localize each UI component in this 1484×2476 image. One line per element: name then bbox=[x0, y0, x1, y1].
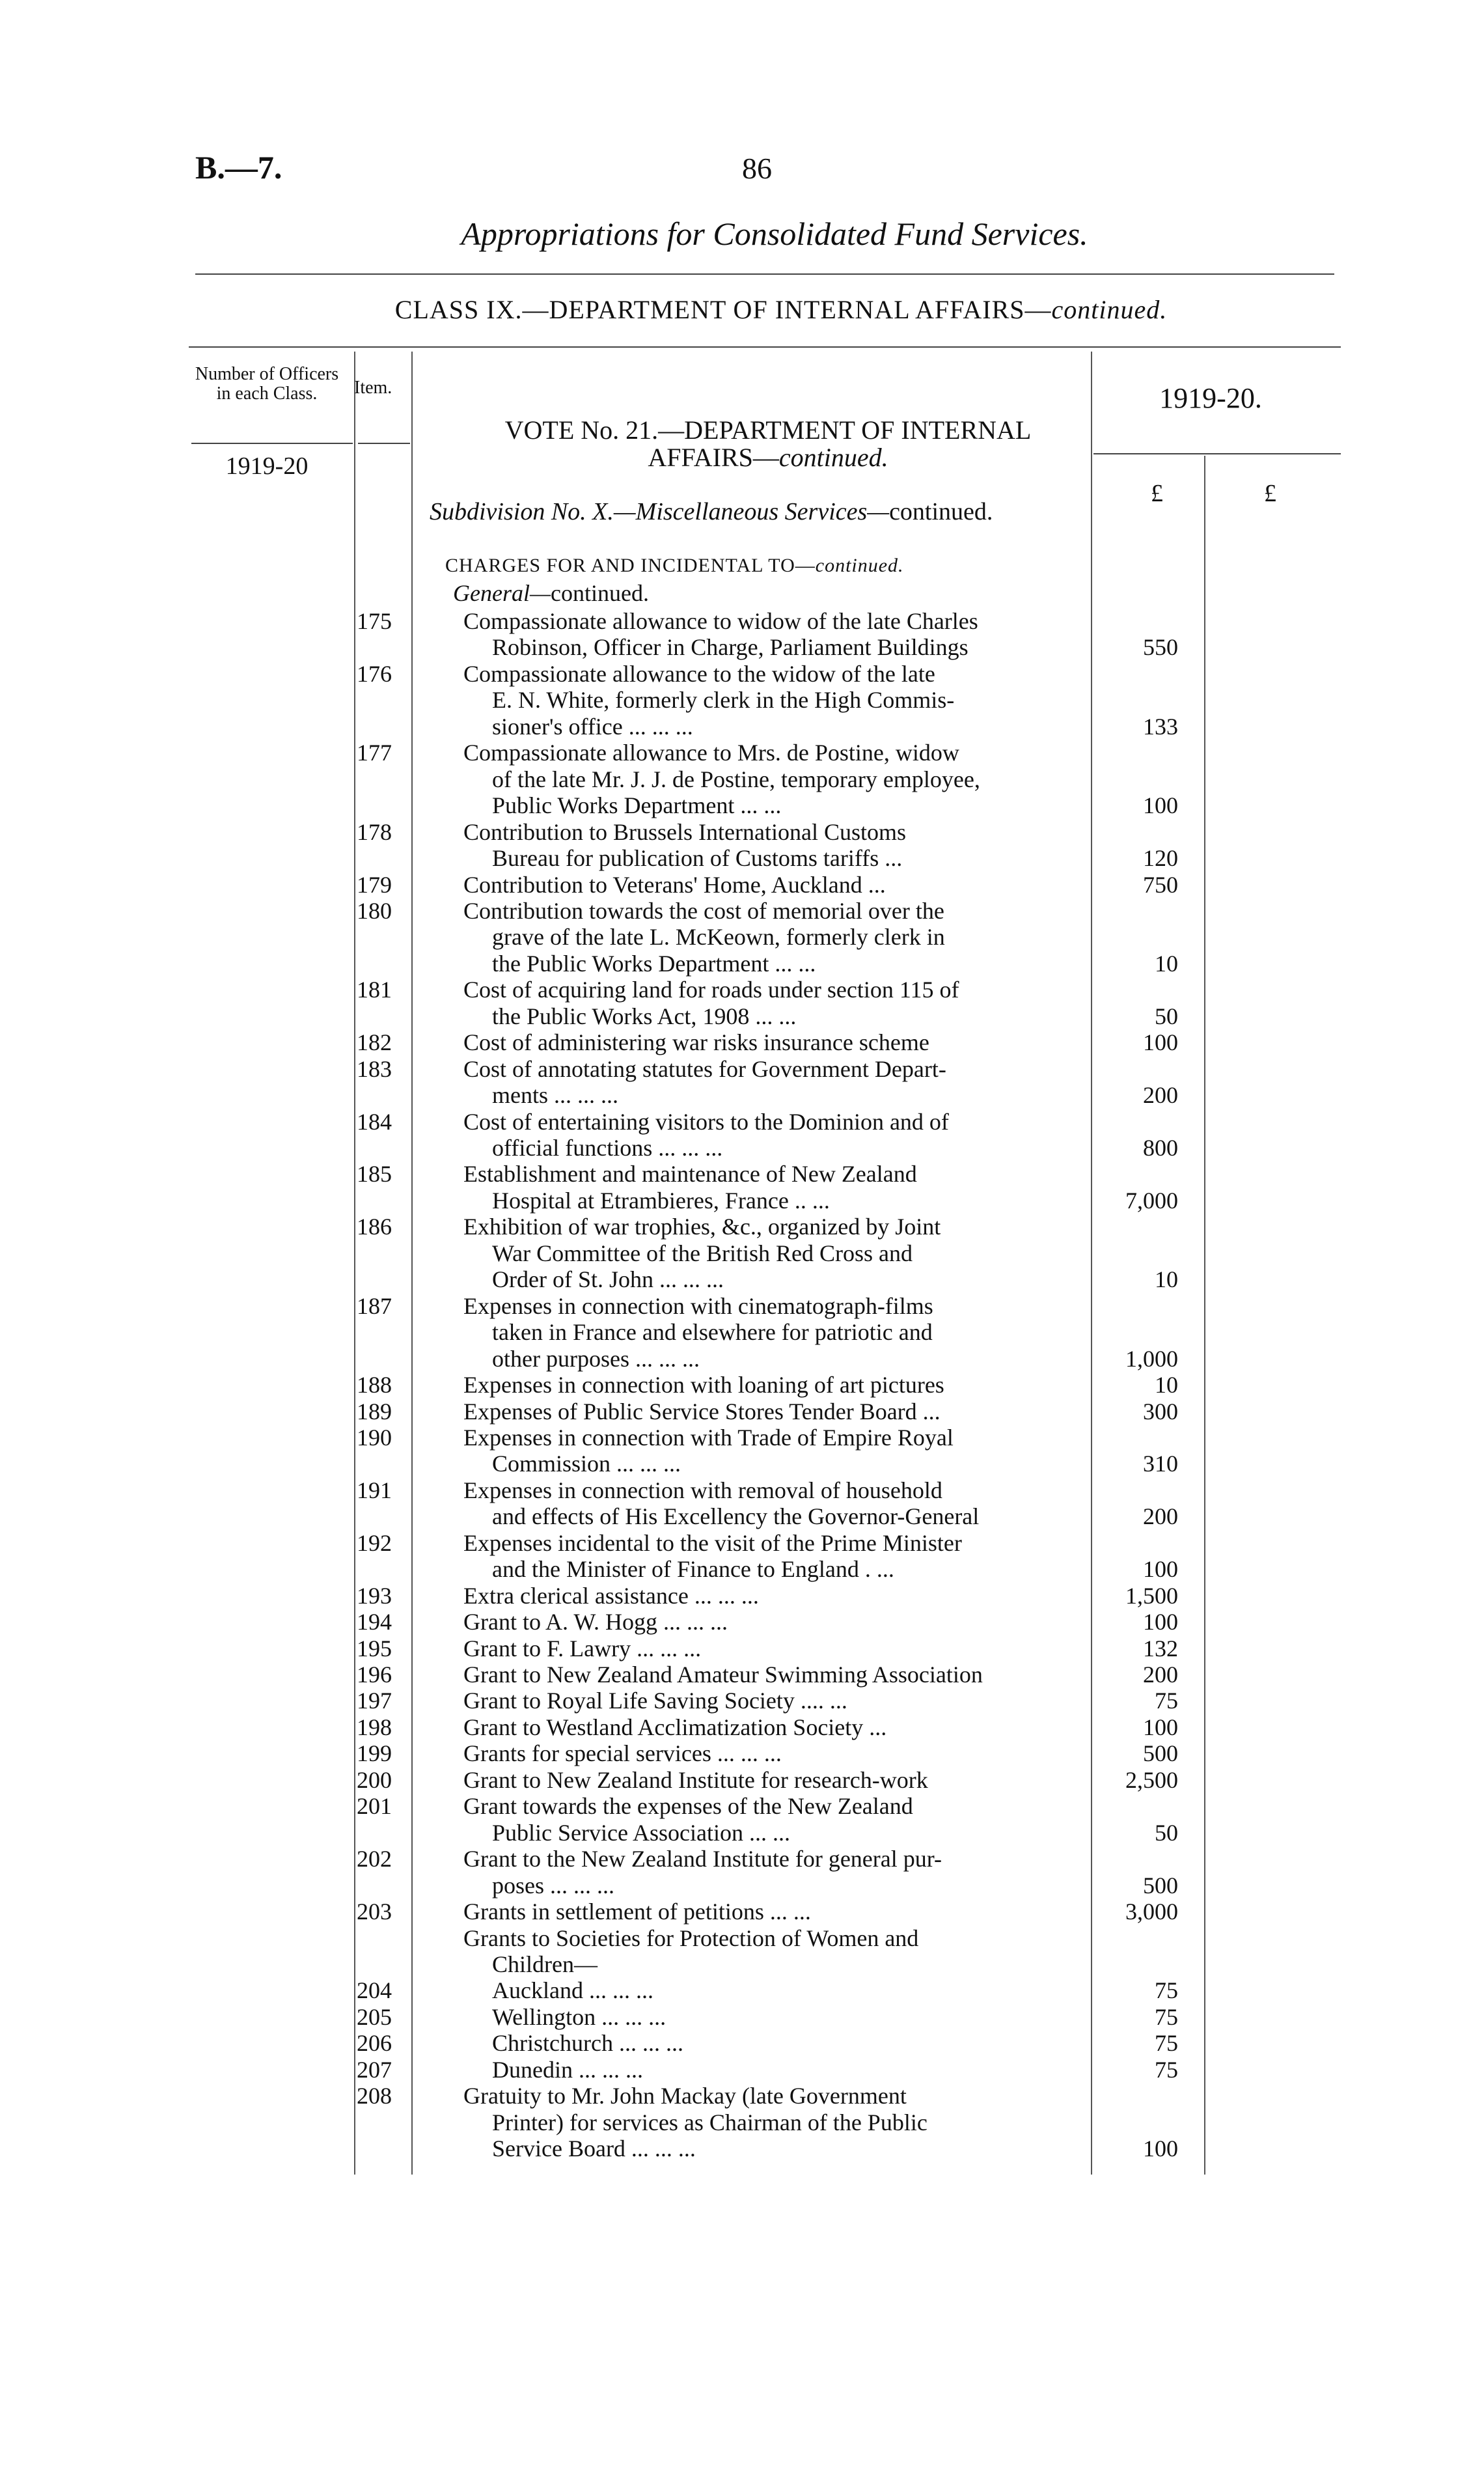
item-column-header: Item. bbox=[354, 378, 392, 398]
item-description: E. N. White, formerly clerk in the High Commis- bbox=[492, 687, 955, 714]
table-row bbox=[0, 1109, 1484, 1135]
item-amount: 50 bbox=[1155, 1003, 1178, 1029]
table-row bbox=[0, 2057, 1484, 2083]
table-row bbox=[0, 766, 1484, 792]
item-description: Grants in settlement of petitions ... ... bbox=[463, 1899, 811, 1925]
table-row bbox=[0, 661, 1484, 687]
vote-heading-continued: continued. bbox=[778, 443, 888, 472]
table-row bbox=[0, 1714, 1484, 1740]
item-description: Commission ... ... ... bbox=[492, 1451, 681, 1477]
general-heading bbox=[453, 579, 649, 607]
item-amount: 200 bbox=[1143, 1503, 1178, 1530]
item-description: Cost of administering war risks insurance scheme bbox=[463, 1029, 929, 1056]
table-row bbox=[0, 1530, 1484, 1556]
item-description: Christchurch ... ... ... bbox=[492, 2030, 683, 2057]
table-row bbox=[0, 687, 1484, 713]
year-header-rule bbox=[1093, 453, 1341, 454]
table-row bbox=[0, 951, 1484, 977]
table-row bbox=[0, 924, 1484, 950]
item-description: Contribution to Veterans' Home, Auckland ... bbox=[463, 871, 886, 898]
table-row bbox=[0, 1793, 1484, 1819]
item-description: the Public Works Department ... ... bbox=[492, 950, 816, 977]
item-description: Compassionate allowance to the widow of the late bbox=[463, 660, 935, 687]
page-title: Appropriations for Consolidated Fund Services. bbox=[461, 216, 1088, 252]
item-description: ments ... ... ... bbox=[492, 1082, 618, 1109]
table-row bbox=[0, 1319, 1484, 1345]
item-number: 177 bbox=[357, 740, 392, 766]
item-number: 186 bbox=[357, 1214, 392, 1240]
item-amount: 200 bbox=[1143, 1082, 1178, 1109]
item-number: 203 bbox=[357, 1899, 392, 1925]
item-amount: 200 bbox=[1143, 1662, 1178, 1688]
item-description: Public Works Department ... ... bbox=[492, 792, 782, 819]
item-description: Grant to A. W. Hogg ... ... ... bbox=[463, 1609, 728, 1635]
item-amount: 800 bbox=[1143, 1135, 1178, 1161]
item-description: poses ... ... ... bbox=[492, 1872, 614, 1899]
table-row bbox=[0, 1820, 1484, 1846]
table-row bbox=[0, 1161, 1484, 1187]
vote-heading-line1: VOTE No. 21.—DEPARTMENT OF INTERNAL bbox=[504, 415, 1032, 445]
table-row bbox=[0, 2109, 1484, 2135]
item-description: Grant towards the expenses of the New Zealand bbox=[463, 1793, 913, 1820]
item-number: 197 bbox=[357, 1688, 392, 1714]
item-number: 178 bbox=[357, 818, 392, 845]
item-number: 175 bbox=[357, 608, 392, 634]
table-row bbox=[0, 1925, 1484, 1951]
table-row bbox=[0, 714, 1484, 740]
item-description: of the late Mr. J. J. de Postine, temporary employee, bbox=[492, 766, 980, 792]
year-column-header: 1919-20. bbox=[1159, 382, 1262, 414]
table-row bbox=[0, 819, 1484, 845]
item-description: Grant to New Zealand Amateur Swimming Association bbox=[463, 1662, 983, 1688]
table-row bbox=[0, 1266, 1484, 1292]
table-row bbox=[0, 2030, 1484, 2056]
item-amount: 50 bbox=[1155, 1819, 1178, 1846]
item-amount: 10 bbox=[1155, 1372, 1178, 1398]
item-amount: 100 bbox=[1143, 1609, 1178, 1635]
page-number: 86 bbox=[742, 152, 772, 185]
item-description: War Committee of the British Red Cross and bbox=[492, 1240, 913, 1266]
item-description: Expenses of Public Service Stores Tender Board ... bbox=[463, 1398, 941, 1425]
table-row bbox=[0, 1240, 1484, 1266]
item-description: Dunedin ... ... ... bbox=[492, 2056, 643, 2083]
item-number: 204 bbox=[357, 1977, 392, 2004]
item-description: Order of St. John ... ... ... bbox=[492, 1266, 724, 1293]
table-row bbox=[0, 872, 1484, 898]
item-number: 176 bbox=[357, 660, 392, 687]
officers-year: 1919-20 bbox=[225, 452, 309, 480]
item-description: Contribution towards the cost of memorial over the bbox=[463, 897, 944, 924]
item-amount: 75 bbox=[1155, 2030, 1178, 2057]
table-row bbox=[0, 1503, 1484, 1529]
item-description: Printer) for services as Chairman of the Public bbox=[492, 2109, 928, 2135]
item-number: 193 bbox=[357, 1582, 392, 1609]
item-number: 180 bbox=[357, 897, 392, 924]
table-row bbox=[0, 1740, 1484, 1766]
table-row bbox=[0, 845, 1484, 871]
item-amount: 500 bbox=[1143, 1740, 1178, 1767]
table-row bbox=[0, 1398, 1484, 1425]
table-row bbox=[0, 1635, 1484, 1662]
item-amount: 75 bbox=[1155, 2003, 1178, 2030]
item-description: Grant to New Zealand Institute for research-work bbox=[463, 1766, 928, 1793]
item-description: official functions ... ... ... bbox=[492, 1135, 723, 1161]
pound-sign-1: £ bbox=[1151, 480, 1163, 507]
item-description: Grants for special services ... ... ... bbox=[463, 1740, 782, 1767]
general-text: General— bbox=[453, 580, 551, 606]
table-row bbox=[0, 1082, 1484, 1108]
item-number: 189 bbox=[357, 1398, 392, 1425]
item-description: Grants to Societies for Protection of Women and bbox=[463, 1925, 919, 1951]
item-number: 199 bbox=[357, 1740, 392, 1767]
item-description: Gratuity to Mr. John Mackay (late Government bbox=[463, 2083, 907, 2109]
table-row bbox=[0, 1293, 1484, 1319]
item-number: 198 bbox=[357, 1714, 392, 1740]
item-description: Service Board ... ... ... bbox=[492, 2135, 696, 2162]
item-description: Hospital at Etrambieres, France .. ... bbox=[492, 1187, 830, 1214]
table-row bbox=[0, 1767, 1484, 1793]
table-row bbox=[0, 2135, 1484, 2162]
item-number: 192 bbox=[357, 1529, 392, 1556]
item-description: Expenses incidental to the visit of the Prime Minister bbox=[463, 1529, 962, 1556]
item-amount: 750 bbox=[1143, 871, 1178, 898]
table-top-rule bbox=[189, 346, 1341, 348]
item-description: Establishment and maintenance of New Zealand bbox=[463, 1161, 917, 1188]
class-title bbox=[195, 294, 1367, 325]
table-row bbox=[0, 1662, 1484, 1688]
table-row bbox=[0, 1477, 1484, 1503]
class-title-continued: continued. bbox=[1051, 295, 1168, 324]
officers-header-rule bbox=[191, 443, 353, 444]
item-description: Compassionate allowance to widow of the late Charles bbox=[463, 608, 978, 634]
table-row bbox=[0, 2083, 1484, 2109]
item-number: 187 bbox=[357, 1292, 392, 1319]
item-number: 194 bbox=[357, 1609, 392, 1635]
item-description: Grant to F. Lawry ... ... ... bbox=[463, 1635, 702, 1662]
table-row bbox=[0, 1029, 1484, 1055]
item-number: 200 bbox=[357, 1766, 392, 1793]
vote-heading bbox=[443, 417, 1093, 471]
table-row bbox=[0, 1003, 1484, 1029]
item-description: Grant to the New Zealand Institute for general pur- bbox=[463, 1846, 942, 1872]
table-row bbox=[0, 1846, 1484, 1872]
table-row bbox=[0, 1346, 1484, 1372]
charges-continued: continued. bbox=[815, 555, 904, 576]
item-amount: 10 bbox=[1155, 950, 1178, 977]
item-number: 195 bbox=[357, 1635, 392, 1662]
item-description: Children— bbox=[492, 1951, 598, 1977]
item-amount: 132 bbox=[1143, 1635, 1178, 1662]
item-description: other purposes ... ... ... bbox=[492, 1345, 700, 1372]
item-description: Expenses in connection with Trade of Empire Royal bbox=[463, 1424, 954, 1451]
item-description: Bureau for publication of Customs tariffs ... bbox=[492, 845, 903, 872]
item-amount: 1,000 bbox=[1125, 1345, 1178, 1372]
item-number: 181 bbox=[357, 977, 392, 1003]
item-description: Cost of annotating statutes for Government Depart- bbox=[463, 1055, 946, 1082]
item-number: 183 bbox=[357, 1055, 392, 1082]
item-number: 184 bbox=[357, 1108, 392, 1135]
table-row bbox=[0, 1056, 1484, 1082]
table-row bbox=[0, 1899, 1484, 1925]
table-row bbox=[0, 898, 1484, 924]
subdivision-text: Subdivision No. X.—Miscellaneous Services— bbox=[430, 498, 890, 525]
general-continued: continued. bbox=[550, 580, 649, 606]
item-description: the Public Works Act, 1908 ... ... bbox=[492, 1003, 797, 1029]
vote-heading-line2-text: AFFAIRS— bbox=[648, 443, 779, 472]
item-description: Cost of entertaining visitors to the Dominion and of bbox=[463, 1108, 949, 1135]
table-row bbox=[0, 1556, 1484, 1582]
item-number: 208 bbox=[357, 2083, 392, 2109]
item-amount: 100 bbox=[1143, 1556, 1178, 1583]
item-amount: 100 bbox=[1143, 1714, 1178, 1740]
item-description: sioner's office ... ... ... bbox=[492, 713, 693, 740]
item-amount: 100 bbox=[1143, 1029, 1178, 1056]
item-amount: 120 bbox=[1143, 845, 1178, 872]
table-row bbox=[0, 608, 1484, 634]
item-amount: 100 bbox=[1143, 792, 1178, 819]
item-description: taken in France and elsewhere for patriotic and bbox=[492, 1319, 933, 1346]
officers-column-header: Number of Officers in each Class. bbox=[195, 364, 339, 404]
item-amount: 75 bbox=[1155, 2056, 1178, 2083]
table-row bbox=[0, 1951, 1484, 1977]
item-amount: 500 bbox=[1143, 1872, 1178, 1899]
table-row bbox=[0, 1451, 1484, 1477]
table-row bbox=[0, 1872, 1484, 1899]
item-number: 201 bbox=[357, 1793, 392, 1820]
table-row bbox=[0, 2004, 1484, 2030]
table-row bbox=[0, 792, 1484, 818]
item-number: 196 bbox=[357, 1662, 392, 1688]
item-amount: 133 bbox=[1143, 713, 1178, 740]
item-description: and the Minister of Finance to England . ... bbox=[492, 1556, 894, 1583]
item-description: Contribution to Brussels International Customs bbox=[463, 818, 906, 845]
item-description: Expenses in connection with cinematograph-films bbox=[463, 1292, 933, 1319]
table-row bbox=[0, 1214, 1484, 1240]
item-description: Expenses in connection with loaning of art pictures bbox=[463, 1372, 944, 1398]
item-number: 205 bbox=[357, 2003, 392, 2030]
item-description: Cost of acquiring land for roads under section 115 of bbox=[463, 977, 959, 1003]
item-number: 188 bbox=[357, 1372, 392, 1398]
table-row bbox=[0, 1609, 1484, 1635]
table-row bbox=[0, 740, 1484, 766]
table-row bbox=[0, 1977, 1484, 2003]
vote-heading-line2 bbox=[443, 444, 1093, 471]
charges-text: CHARGES FOR AND INCIDENTAL TO— bbox=[445, 555, 816, 576]
table-row bbox=[0, 1688, 1484, 1714]
item-amount: 3,000 bbox=[1125, 1899, 1178, 1925]
item-number: 202 bbox=[357, 1846, 392, 1872]
table-row bbox=[0, 977, 1484, 1003]
item-description: Exhibition of war trophies, &c., organized by Joint bbox=[463, 1214, 941, 1240]
item-number: 206 bbox=[357, 2030, 392, 2057]
item-description: Auckland ... ... ... bbox=[492, 1977, 653, 2004]
item-amount: 300 bbox=[1143, 1398, 1178, 1425]
item-description: Expenses in connection with removal of household bbox=[463, 1477, 942, 1503]
item-amount: 2,500 bbox=[1125, 1766, 1178, 1793]
item-description: and effects of His Excellency the Governor-General bbox=[492, 1503, 980, 1530]
item-amount: 75 bbox=[1155, 1688, 1178, 1714]
item-amount: 75 bbox=[1155, 1977, 1178, 2004]
item-header-rule bbox=[358, 443, 410, 444]
charges-heading bbox=[445, 555, 904, 577]
item-amount: 100 bbox=[1143, 2135, 1178, 2162]
table-row bbox=[0, 634, 1484, 660]
item-amount: 550 bbox=[1143, 634, 1178, 661]
table-row bbox=[0, 1583, 1484, 1609]
item-number: 185 bbox=[357, 1161, 392, 1188]
top-rule bbox=[195, 273, 1334, 275]
pound-sign-2: £ bbox=[1264, 480, 1276, 507]
table-row bbox=[0, 1372, 1484, 1398]
table-row bbox=[0, 1425, 1484, 1451]
item-number: 190 bbox=[357, 1424, 392, 1451]
item-number: 191 bbox=[357, 1477, 392, 1503]
item-number: 179 bbox=[357, 871, 392, 898]
item-amount: 310 bbox=[1143, 1451, 1178, 1477]
table-row bbox=[0, 1188, 1484, 1214]
item-number: 182 bbox=[357, 1029, 392, 1056]
item-description: grave of the late L. McKeown, formerly clerk in bbox=[492, 924, 945, 951]
item-description: Compassionate allowance to Mrs. de Postine, widow bbox=[463, 740, 959, 766]
item-amount: 1,500 bbox=[1125, 1582, 1178, 1609]
item-description: Grant to Royal Life Saving Society .... ... bbox=[463, 1688, 847, 1714]
item-description: Wellington ... ... ... bbox=[492, 2003, 666, 2030]
subdivision-continued: continued. bbox=[889, 498, 993, 525]
item-number: 207 bbox=[357, 2056, 392, 2083]
subdivision-heading bbox=[430, 497, 993, 526]
item-amount: 10 bbox=[1155, 1266, 1178, 1293]
item-description: Robinson, Officer in Charge, Parliament Buildings bbox=[492, 634, 969, 661]
item-amount: 7,000 bbox=[1125, 1187, 1178, 1214]
item-description: Grant to Westland Acclimatization Society ... bbox=[463, 1714, 887, 1740]
item-description: Extra clerical assistance ... ... ... bbox=[463, 1582, 759, 1609]
document-reference: B.—7. bbox=[195, 149, 282, 186]
class-title-text: CLASS IX.—DEPARTMENT OF INTERNAL AFFAIRS— bbox=[394, 295, 1052, 324]
table-row bbox=[0, 1135, 1484, 1161]
item-description: Public Service Association ... ... bbox=[492, 1819, 790, 1846]
